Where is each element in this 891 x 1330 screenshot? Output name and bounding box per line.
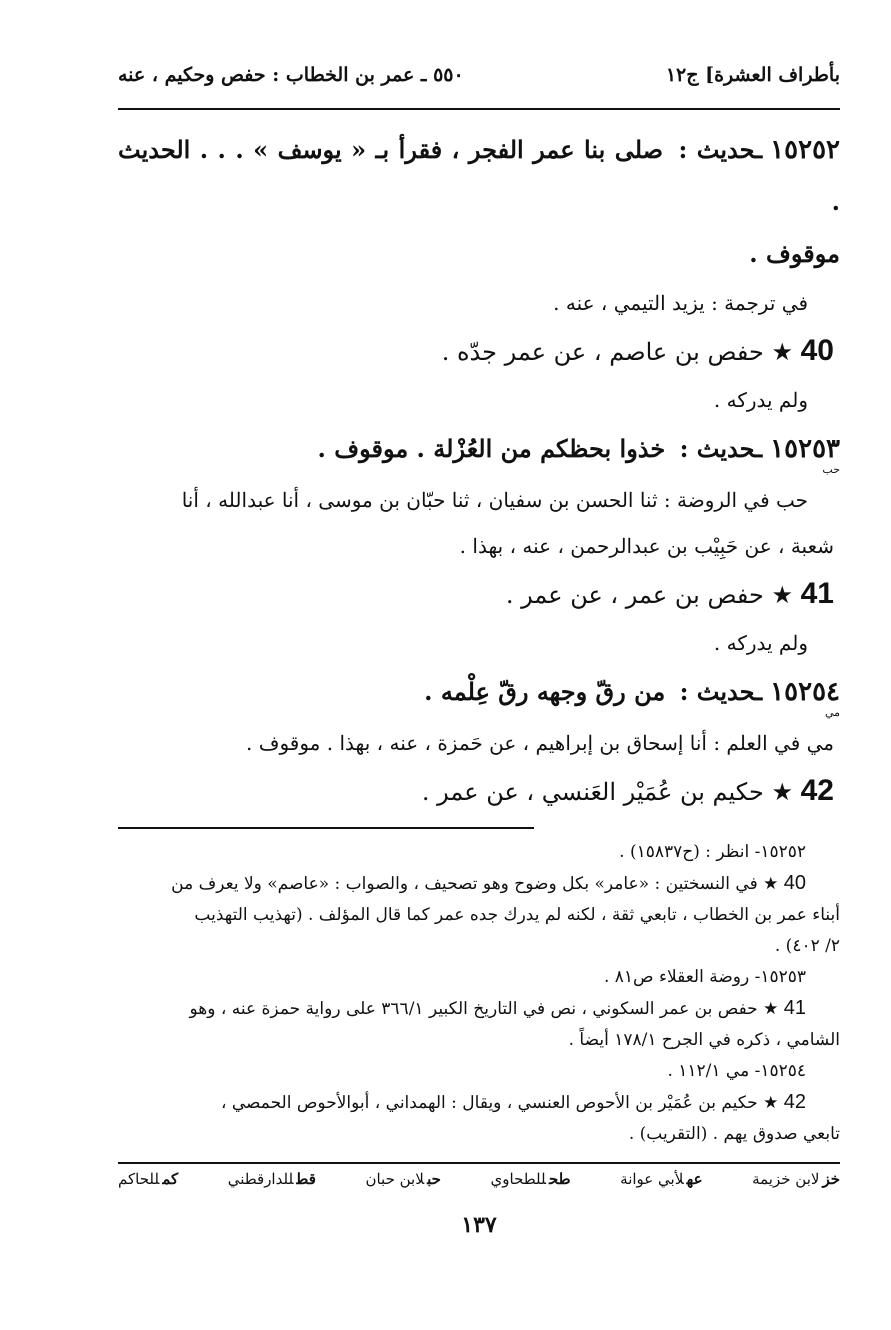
hadith-keyword: ـحديث : [678, 135, 763, 164]
star-icon: ★ [771, 778, 793, 806]
running-header [118, 64, 840, 108]
legend-code: عه [686, 1170, 703, 1188]
legend-item [228, 1170, 316, 1188]
footnote-40 [118, 868, 840, 900]
legend-item [752, 1170, 840, 1188]
hadith-15254-source: مي في العلم : أنا إسحاق بن إبراهيم ، عن حَمزة ، عنه ، بهذا . موقوف . [246, 731, 834, 755]
hadith-text: صلى بنا عمر الفجر ، فقرأ بـ « يوسف » . . . الحديث . [118, 135, 840, 216]
footnote-text: ★ حكيم بن عُمَيْر بن الأحوص العنسي ، ويقال : الهمداني ، أبوالأحوص الحمصي ، [220, 1093, 779, 1113]
legend-label: لابن حبان [365, 1170, 425, 1188]
header-volume: بأطراف العشرة] ج١٢ [665, 64, 840, 86]
footnote-15253: ١٥٢٥٣- روضة العقلاء ص٨١ . [603, 967, 806, 987]
narrator-number: 41 [800, 577, 834, 610]
narrator-40-note: ولم يدركه . [713, 388, 808, 412]
narrator-40 [118, 326, 840, 377]
legend-item [365, 1170, 441, 1188]
hadith-15253-source-line1: حب في الروضة : ثنا الحسن بن سفيان ، ثنا حبّان بن موسى ، أنا عبدالله ، أنا [181, 488, 808, 512]
footnote-number: 42 [783, 1091, 806, 1113]
legend-label: للطحاوي [490, 1170, 546, 1188]
header-rule [118, 108, 840, 110]
source-siglum: حب [822, 463, 840, 476]
narrator-number: 40 [800, 334, 834, 367]
footnotes [118, 837, 840, 1150]
header-chapter: ٥٥٠ ـ عمر بن الخطاب : حفص وحكيم ، عنه [118, 64, 464, 86]
legend-label: للدارقطني [227, 1170, 294, 1188]
hadith-number: ١٥٢٥٤ [770, 677, 840, 707]
footnote-number: 40 [783, 872, 806, 894]
footnote-42-line2: تابعي صدوق يهم . (التقريب) . [628, 1124, 840, 1144]
footnote-40-line2: أبناء عمر بن الخطاب ، تابعي ثقة ، لكنه لم يدرك جده عمر كما قال المؤلف . (تهذيب التهذيب [194, 905, 840, 925]
hadith-keyword: ـحديث : [679, 677, 763, 706]
legend-code: حب [427, 1170, 441, 1188]
legend-code: طح [549, 1170, 571, 1188]
footnote-text: ★ حفص بن عمر السكوني ، نص في التاريخ الكبير ٣٦٦/١ على رواية حمزة عنه ، وهو [189, 999, 779, 1019]
star-icon: ★ [771, 581, 793, 609]
footnote-15252: ١٥٢٥٢- انظر : (ح١٥٨٣٧) . [619, 842, 806, 862]
legend-code: خز [822, 1170, 840, 1188]
legend-label: لابن خزيمة [752, 1170, 820, 1188]
hadith-text: من رقّ وجهه رقّ عِلْمه . [424, 677, 666, 706]
source-siglum: مي [824, 706, 840, 719]
legend-label: للحاكم [118, 1170, 160, 1188]
narrator-41 [118, 569, 840, 620]
footnote-rule [118, 827, 534, 829]
legend-code: كم [162, 1170, 179, 1188]
footnote-text: ★ في النسختين : «عامر» بكل وضوح وهو تصحيف ، والصواب : «عاصم» ولا يعرف من [171, 874, 779, 894]
hadith-15253-source-line2: شعبة ، عن حَبِيْب بن عبدالرحمن ، عنه ، بهذا . [459, 534, 834, 558]
hadith-number: ١٥٢٥٢ [770, 135, 840, 165]
legend-item [491, 1170, 571, 1188]
legend-item [118, 1170, 178, 1188]
narrator-number: 42 [800, 774, 834, 807]
legend-rule [118, 1162, 840, 1164]
hadith-15252 [118, 124, 840, 228]
footnote-15254: ١٥٢٥٤- مي ١١٢/١ . [667, 1061, 806, 1081]
footnote-number: 41 [783, 997, 806, 1019]
abbreviation-legend [118, 1170, 840, 1188]
page-number: ١٣٧ [461, 1212, 497, 1238]
footnote-41-line2: الشامي ، ذكره في الجرح ١٧٨/١ أيضاً . [568, 1030, 840, 1050]
narrator-41-note: ولم يدركه . [713, 631, 808, 655]
hadith-15252-status: موقوف . [749, 239, 840, 268]
hadith-15252-source: في ترجمة : يزيد التيمي ، عنه . [553, 291, 808, 315]
footnote-42 [118, 1087, 840, 1119]
hadith-number: ١٥٢٥٣ [770, 434, 840, 464]
footnote-41 [118, 993, 840, 1025]
narrator-text: حفص بن عاصم ، عن عمر جدّه . [441, 338, 764, 366]
legend-code: قط [296, 1170, 316, 1188]
book-page [118, 64, 840, 1238]
narrator-42 [118, 766, 840, 817]
hadith-keyword: ـحديث : [679, 434, 763, 463]
star-icon: ★ [771, 338, 793, 366]
footnote-40-line3: ٢/ ٤٠٢) . [774, 936, 840, 956]
hadith-text: خذوا بحظكم من العُزْلة . موقوف . [317, 434, 666, 463]
narrator-text: حفص بن عمر ، عن عمر . [505, 581, 764, 609]
legend-label: لأبي عوانة [620, 1170, 684, 1188]
legend-item [620, 1170, 702, 1188]
narrator-text: حكيم بن عُمَيْر العَنسي ، عن عمر . [421, 778, 764, 806]
